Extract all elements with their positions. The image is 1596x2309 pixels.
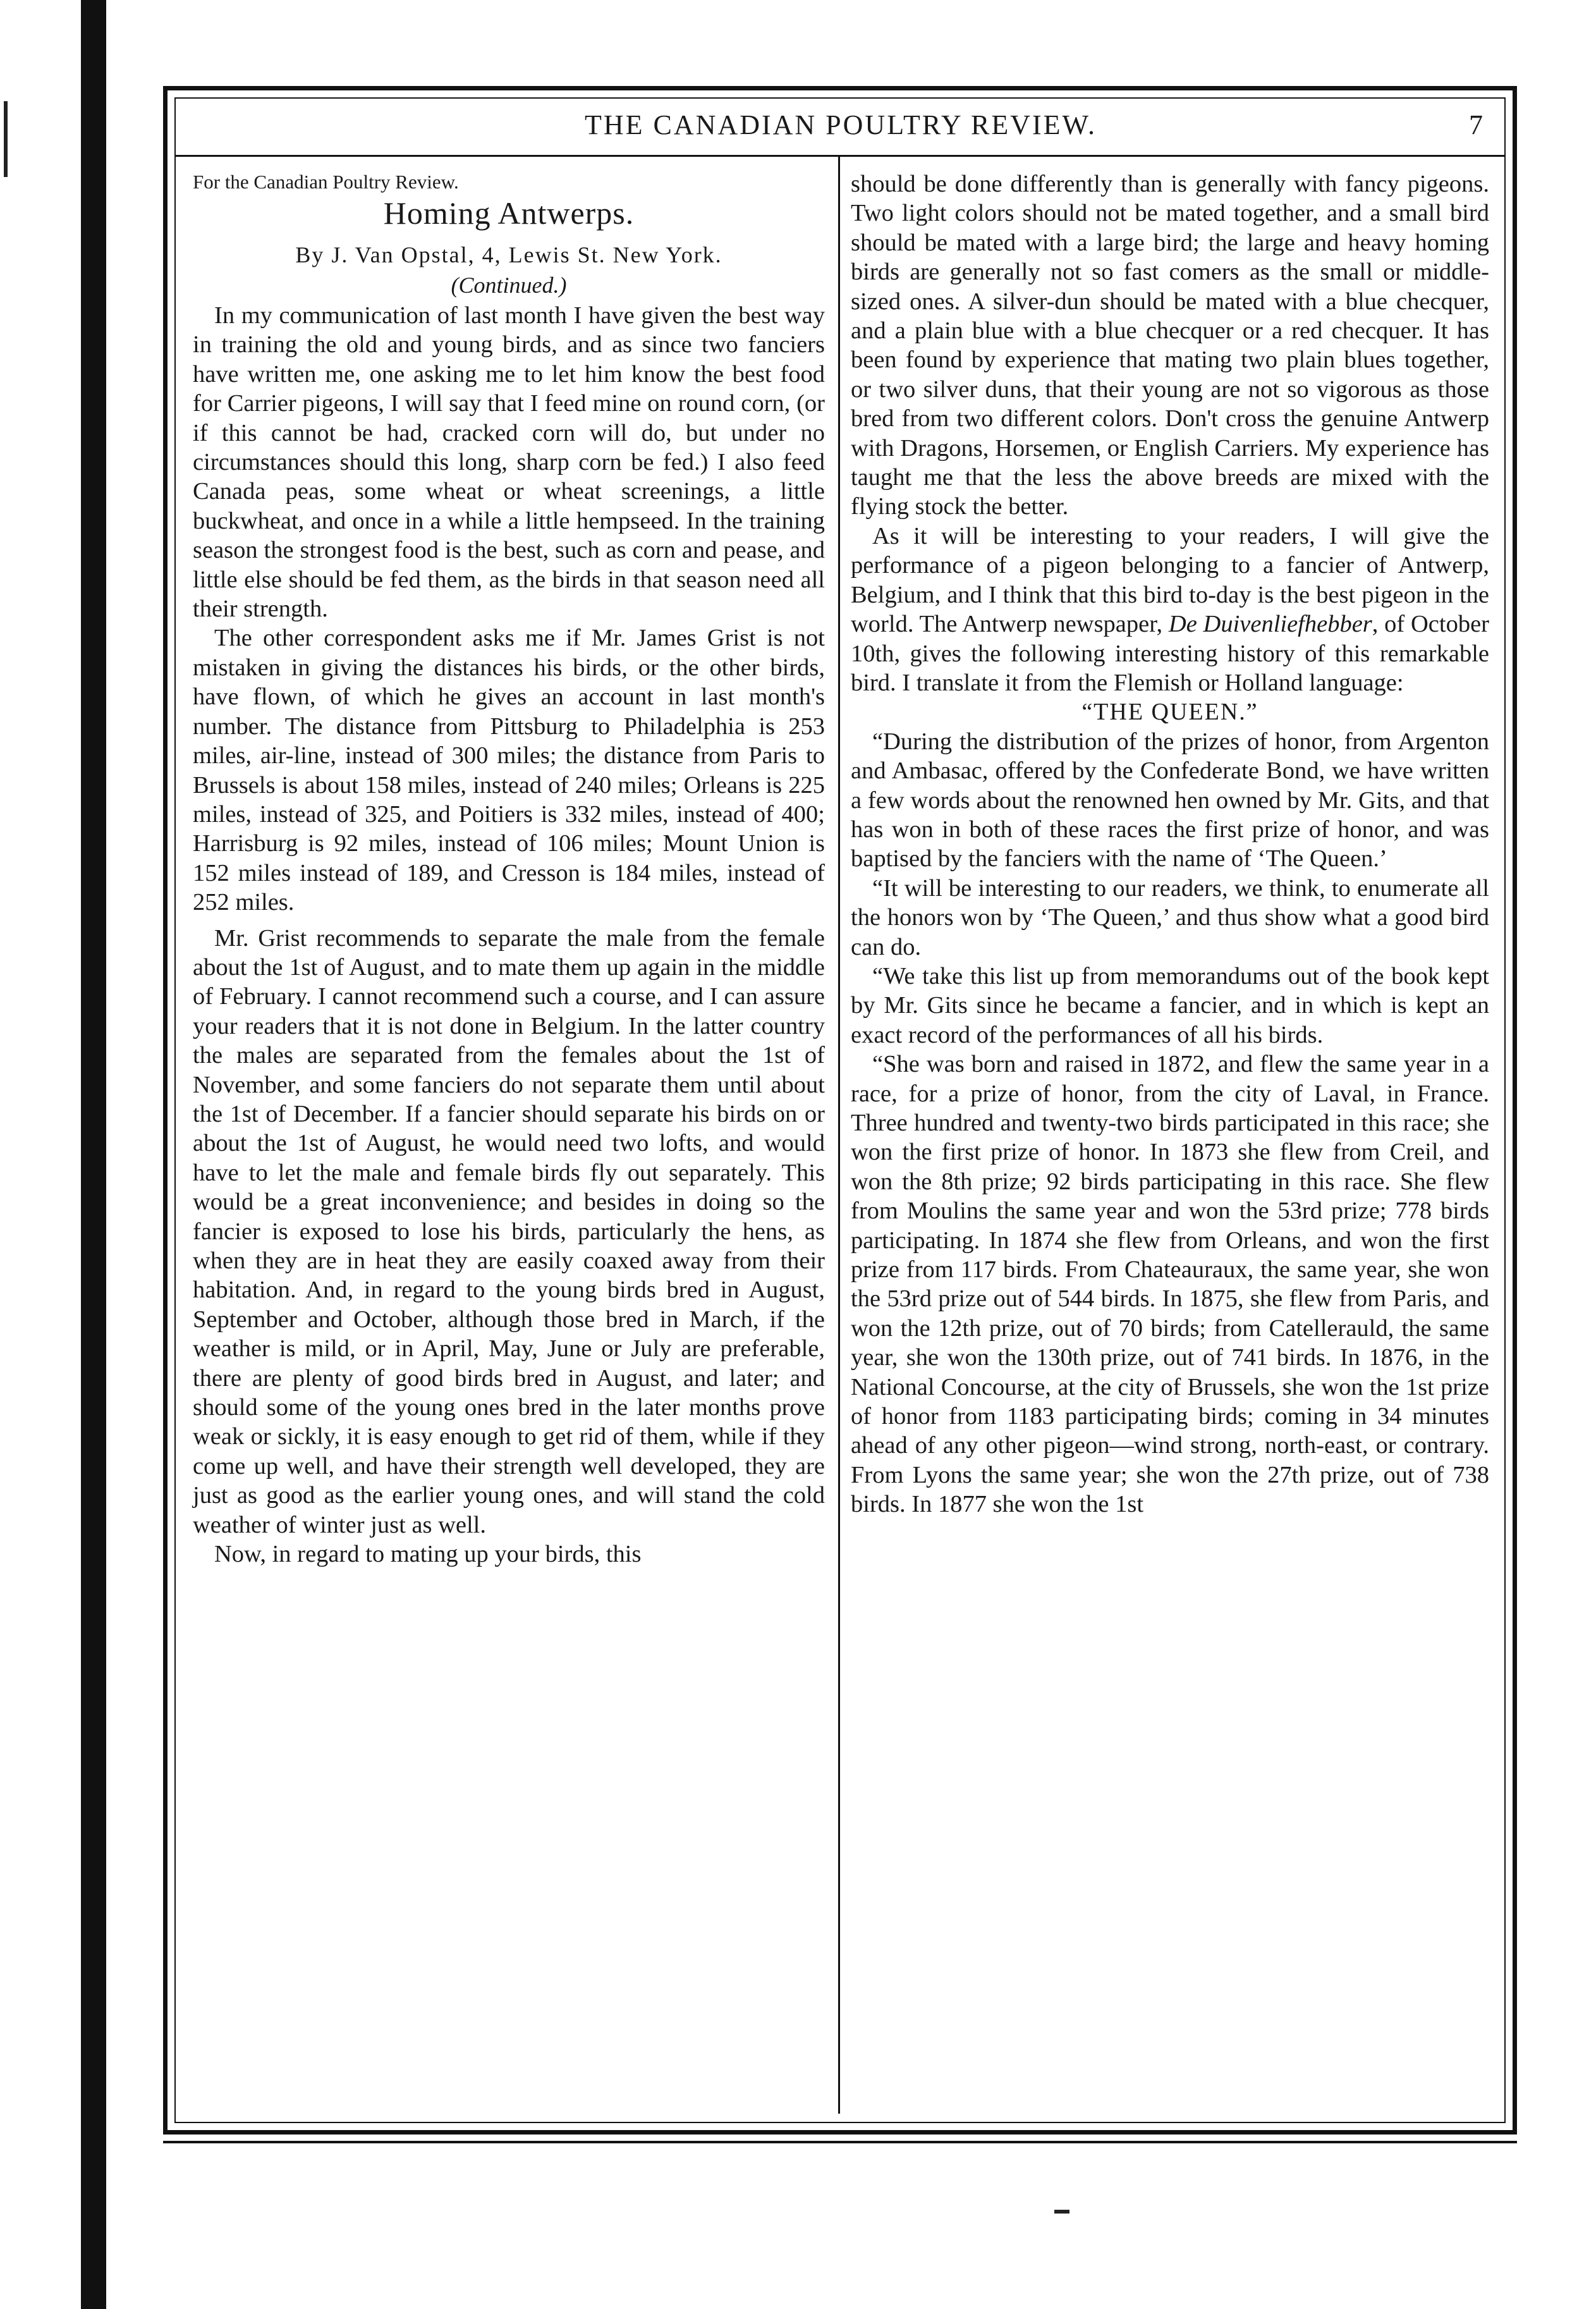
scan-edge-mark <box>4 101 8 177</box>
header-rule <box>174 155 1506 157</box>
article-kicker: For the Canadian Poultry Review. <box>193 171 459 193</box>
paragraph-text: , of October 10th, gives the following interesting history of this remarkable bird. I translate it from the Flemish or Holland language: <box>851 611 1489 696</box>
paragraph-text: As it will be interesting to your readers, I will give the performance of a pigeon belonging to a fancier of Antwerp, Belgium, and I think that this bird to-day is the best pigeon in the world. The Antwerp newspaper, <box>851 522 1489 638</box>
section-subhead: “THE QUEEN.” <box>1081 699 1258 726</box>
journal-title: THE CANADIAN POULTRY REVIEW. <box>585 109 1097 140</box>
left-column <box>193 169 825 1569</box>
page-number: 7 <box>1469 109 1483 140</box>
right-column <box>851 169 1489 1519</box>
paragraph: “During the distribution of the prizes of honor, from Argenton and Ambasac, offered by the Confederate Bond, we have written a few words about the renowned hen owned by Mr. Gits, and that has won in both of these races the first prize of honor, and was baptised by the fanciers with the name of ‘The Queen.’ <box>851 728 1489 873</box>
bottom-rule <box>163 2141 1517 2143</box>
newspaper-name: De Duivenliefhebber <box>1168 611 1372 638</box>
paragraph: “It will be interesting to our readers, we think, to enumerate all the honors won by ‘The Queen,’ and thus show what a good bird can do. <box>851 874 1489 960</box>
article-byline: By J. Van Opstal, 4, Lewis St. New York. <box>295 242 722 267</box>
paragraph: “We take this list up from memorandums out of the book kept by Mr. Gits since he became a fancier, and in which is kept an exact record of the performances of all his birds. <box>851 962 1489 1048</box>
paragraph: The other correspondent asks me if Mr. James Grist is not mistaken in giving the distances his birds, or the other birds, have flown, of which he gives an account in last month's number. The distance from Pittsburg to Philadelphia is 253 miles, air-line, instead of 300 miles; the distance from Paris to Brussels is about 158 miles, instead of 240 miles; Orleans is 225 miles, instead of 325, and Poitiers is 332 miles, instead of 400; Harrisburg is 92 miles, instead of 106 miles; Mount Union is 152 miles instead of 189, and Cresson is 184 miles, instead of 252 miles. <box>193 625 825 916</box>
paragraph: Mr. Grist recommends to separate the male from the female about the 1st of August, and to mate them up again in the middle of February. I cannot recommend such a course, and I can assure your readers that it is not done in Belgium. In the latter country the males are separated from the females about the 1st of November, and some fanciers do not separate them until about the 1st of December. If a fancier should separate his birds on or about the 1st of August, he would need two lofts, and would have to let the male and female birds fly out separately. This would be a great inconvenience; and besides in doing so the fancier is exposed to lose his birds, particularly the hens, as when they are in heat they are easily coaxed away from their habitation. And, in regard to the young birds bred in August, September and October, although those bred in March, if the weather is mild, or in April, May, June or July are preferable, there are plenty of good birds bred in August, and later; and should some of the young ones bred in the later months prove weak or sickly, it is easy enough to get rid of them, while if they come up well, and have their strength well developed, they are just as good as the earlier young ones, and will stand the cold weather of winter just as well. <box>193 924 825 1538</box>
continued-note: (Continued.) <box>451 273 567 298</box>
paragraph: should be done differently than is generally with fancy pigeons. Two light colors should not be mated together, and a small bird should be mated with a large bird; the large and heavy homing birds are generally not so fast comers as the small or middle-sized ones. A silver-dun should be mated with a blue checquer, and a plain blue with a blue checquer or a red checquer. It has been found by experience that mating two plain blues together, or two silver duns, that their young are not so vigorous as those bred from two different colors. Don't cross the genuine Antwerp with Dragons, Horsemen, or English Carriers. My experience has taught me that the less the above breeds are mixed with the flying stock the better. <box>851 171 1489 520</box>
paragraph: Now, in regard to mating up your birds, this <box>214 1541 642 1568</box>
footer-mark <box>1054 2210 1069 2214</box>
paragraph: In my communication of last month I have given the best way in training the old and young birds, and as since two fanciers have written me, one asking me to let him know the best food for Carrier pigeons, I will say that I feed mine on round corn, (or if this cannot be had, cracked corn will do, but under no circumstances should this long, sharp corn be fed.) I also feed Canada peas, some wheat or wheat screenings, a little buckwheat, and once in a while a little hempseed. In the training season the strongest food is the best, such as corn and pease, and little else should be fed them, as the birds in that season need all their strength. <box>193 302 825 623</box>
binding-shadow-bar <box>81 0 106 2309</box>
paragraph: “She was born and raised in 1872, and flew the same year in a race, for a prize of honor, from the city of Laval, in France. Three hundred and twenty-two birds participated in this race; she won the first prize of honor. In 1873 she flew from Creil, and won the 8th prize; 92 birds participating in this race. She flew from Moulins the same year and won the 53rd prize; 778 birds participating. In 1874 she flew from Orleans, and won the first prize from 117 birds. From Chateauraux, the same year, she won the 53rd prize out of 544 birds. In 1875, she flew from Paris, and won the 12th prize, out of 70 birds; from Catellerauld, the same year, she won the 130th prize, out of 741 birds. In 1876, in the National Concourse, at the city of Brussels, she won the 1st prize of honor from 1183 participating birds; coming in 34 minutes ahead of any other pigeon—wind strong, north-east, or contrary. From Lyons the same year; she won the 27th prize, out of 738 birds. In 1877 she won the 1st <box>851 1051 1489 1518</box>
column-divider <box>838 157 840 2114</box>
running-header <box>190 109 1492 149</box>
article-title: Homing Antwerps. <box>383 195 635 231</box>
paragraph <box>851 522 1489 697</box>
